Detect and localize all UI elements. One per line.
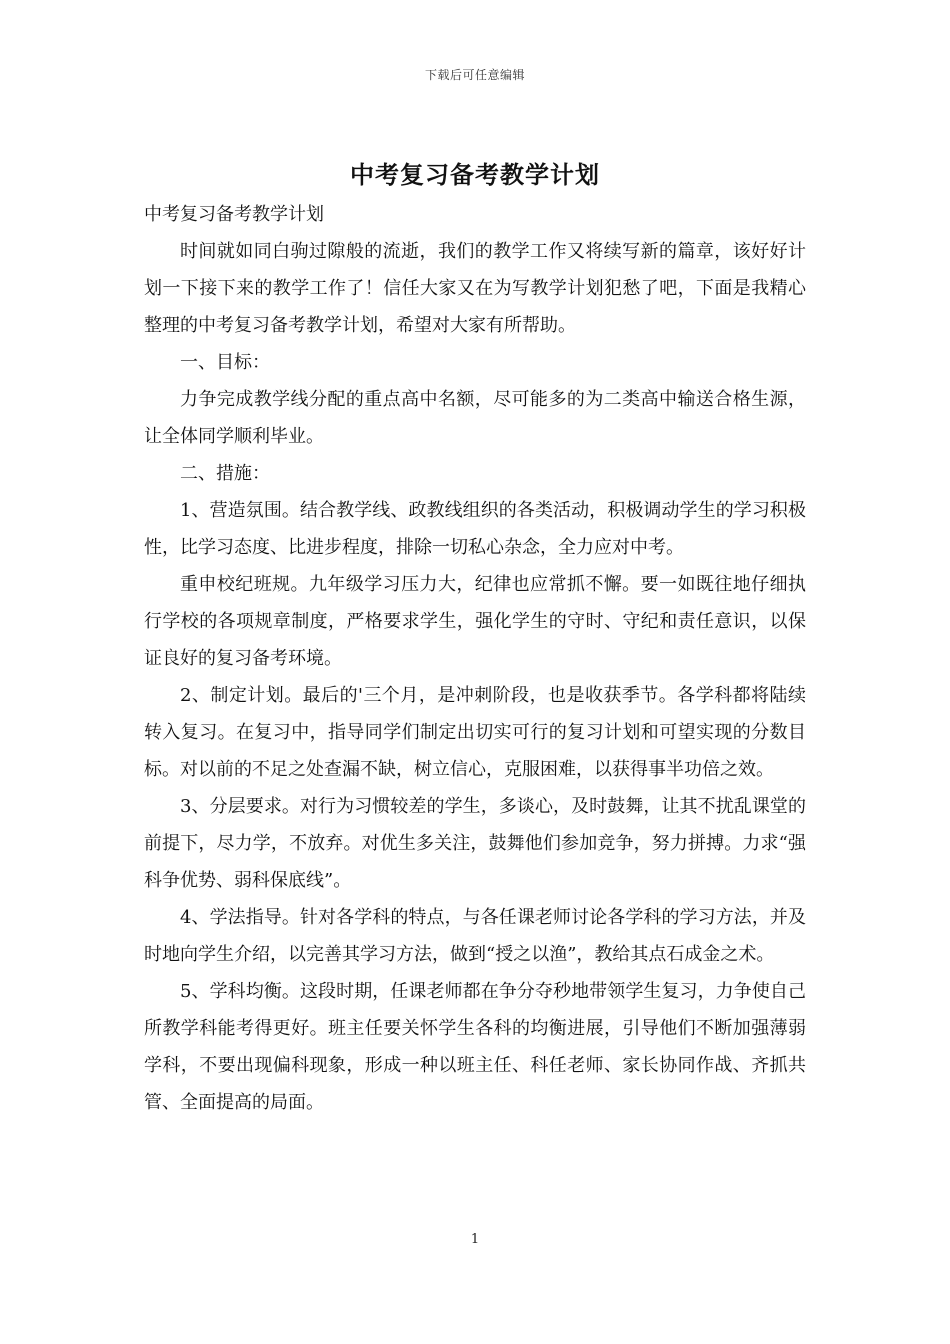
measure-5-paragraph: 5、学科均衡。这段时期，任课老师都在争分夺秒地带领学生复习，力争使自己所教学科能考得更好。班主任要关怀学生各科的均衡进展，引导他们不断加强薄弱学科，不要出现偏科现象，形成一种以班主任、科任老师、家长协同作战、齐抓共管、全面提高的局面。 bbox=[144, 981, 806, 1113]
measure-4-paragraph: 4、学法指导。针对各学科的特点，与各任课老师讨论各学科的学习方法，并及时地向学生介绍，以完善其学习方法，做到“授之以渔”，教给其点石成金之术。 bbox=[144, 907, 806, 965]
discipline-paragraph: 重申校纪班规。九年级学习压力大，纪律也应常抓不懈。要一如既往地仔细执行学校的各项规章制度，严格要求学生，强化学生的守时、守纪和责任意识，以保证良好的复习备考环境。 bbox=[144, 574, 806, 669]
section-heading-measures: 二、措施： bbox=[180, 463, 270, 484]
section-heading-goals: 一、目标： bbox=[180, 352, 270, 373]
measure-3-paragraph: 3、分层要求。对行为习惯较差的学生，多谈心，及时鼓舞，让其不扰乱课堂的前提下，尽力学，不放弃。对优生多关注，鼓舞他们参加竞争，努力拼搏。力求“强科争优势、弱科保底线”。 bbox=[144, 796, 806, 891]
document-title: 中考复习备考教学计划 bbox=[350, 160, 600, 189]
intro-paragraph: 时间就如同白驹过隙般的流逝，我们的教学工作又将续写新的篇章，该好好计划一下接下来的教学工作了！信任大家又在为写教学计划犯愁了吧，下面是我精心整理的中考复习备考教学计划，希望对大家有所帮助。 bbox=[144, 241, 806, 336]
subtitle-paragraph: 中考复习备考教学计划 bbox=[144, 204, 324, 225]
measure-1-paragraph: 1、营造氛围。结合教学线、政教线组织的各类活动，积极调动学生的学习积极性，比学习态度、比进步程度，排除一切私心杂念，全力应对中考。 bbox=[144, 500, 806, 558]
header-note: 下载后可任意编辑 bbox=[424, 68, 525, 82]
page-number: 1 bbox=[470, 1232, 480, 1247]
goals-paragraph: 力争完成教学线分配的重点高中名额，尽可能多的为二类高中输送合格生源，让全体同学顺利毕业。 bbox=[144, 389, 806, 447]
measure-2-paragraph: 2、制定计划。最后的'三个月，是冲刺阶段，也是收获季节。各学科都将陆续转入复习。在复习中，指导同学们制定出切实可行的复习计划和可望实现的分数目标。对以前的不足之处查漏不缺，树立信心，克服困难，以获得事半功倍之效。 bbox=[144, 685, 806, 780]
document-body bbox=[144, 196, 806, 1121]
